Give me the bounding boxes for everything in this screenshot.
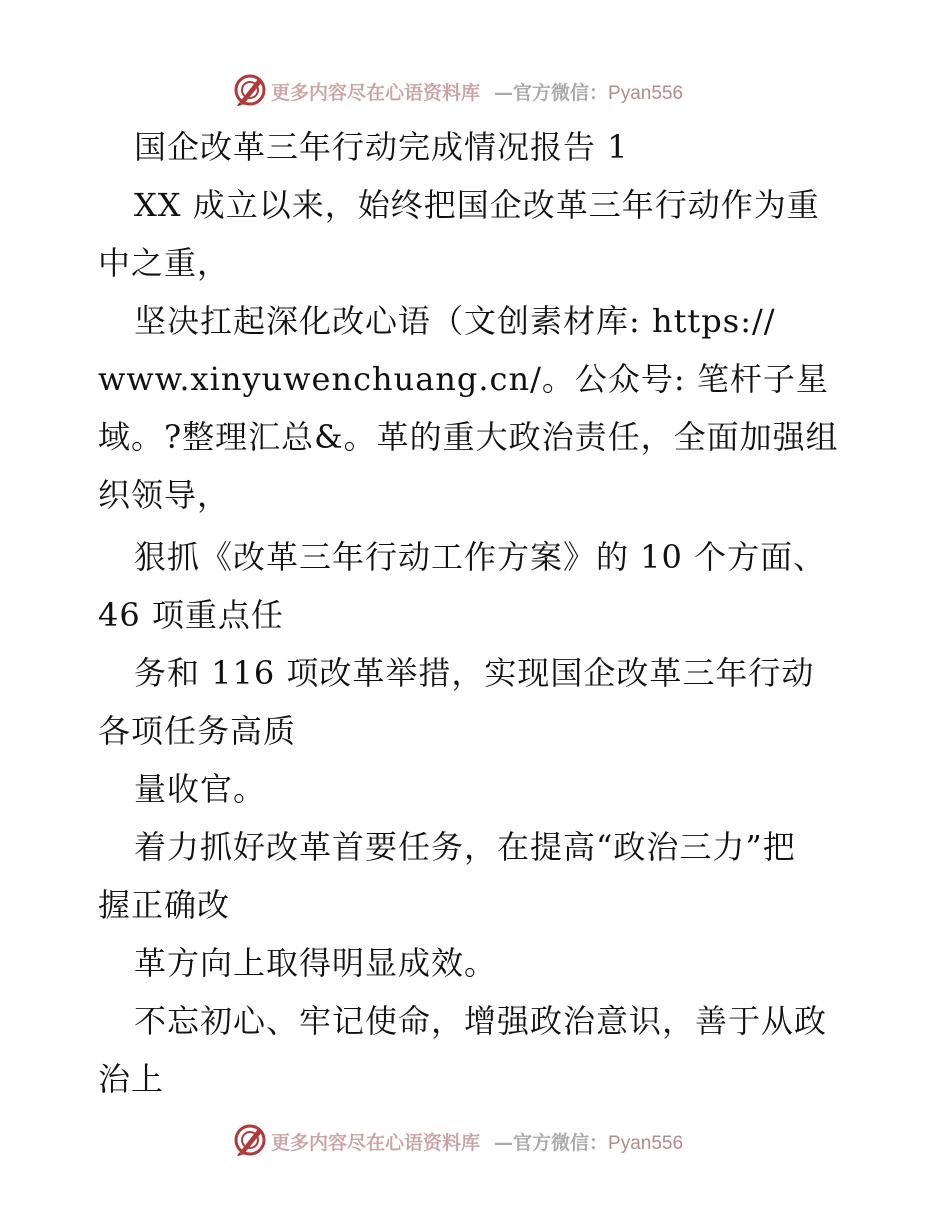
pen-logo-icon — [233, 73, 267, 107]
paragraph-line: 织领导， — [98, 476, 231, 514]
watermark-wechat — [494, 78, 683, 105]
watermark-header — [0, 70, 950, 110]
paragraph-line: 务和 116 项改革举措，实现国企改革三年行动 — [134, 654, 815, 692]
paragraph-line: 不忘初心、牢记使命，增强政治意识，善于从政 — [134, 1002, 828, 1040]
paragraph-line: XX 成立以来，始终把国企改革三年行动作为重 — [134, 186, 820, 224]
pen-logo-icon — [233, 1123, 267, 1157]
watermark-wechat-label: 官方微信： — [513, 1132, 609, 1154]
watermark-footer — [0, 1120, 950, 1160]
paragraph-line: www.xinyuwenchuang.cn/。公众号: 笔杆子星 — [98, 360, 829, 398]
watermark-wechat — [494, 1128, 683, 1155]
watermark-wechat-label: 官方微信： — [513, 82, 609, 104]
paragraph-line: 域。?整理汇总&。革的重大政治责任，全面加强组 — [98, 418, 839, 456]
watermark-brand-text: 更多内容尽在心语资料库 — [271, 82, 481, 104]
doc-title-line: 国企改革三年行动完成情况报告 1 — [134, 128, 629, 166]
paragraph-line: 着力抓好改革首要任务，在提高“政治三力”把 — [134, 828, 796, 866]
paragraph-line: 革方向上取得明显成效。 — [134, 944, 498, 982]
paragraph-line: 握正确改 — [98, 886, 231, 924]
watermark-wechat-id: Pyan556 — [608, 83, 684, 104]
watermark-brand-text: 更多内容尽在心语资料库 — [271, 1132, 481, 1154]
watermark-wechat-id: Pyan556 — [608, 1133, 684, 1154]
paragraph-line: 量收官。 — [134, 770, 267, 808]
paragraph-line: 46 项重点任 — [98, 596, 284, 634]
paragraph-line: 坚决扛起深化改心语（文创素材库: https:// — [134, 302, 776, 340]
paragraph-line: 中之重， — [98, 244, 231, 282]
watermark-dash: — — [494, 82, 513, 104]
paragraph-line: 狠抓《改革三年行动工作方案》的 10 个方面、 — [134, 538, 827, 576]
paragraph-line: 治上 — [98, 1060, 165, 1098]
watermark-dash: — — [494, 1132, 513, 1154]
paragraph-line: 各项任务高质 — [98, 712, 297, 750]
